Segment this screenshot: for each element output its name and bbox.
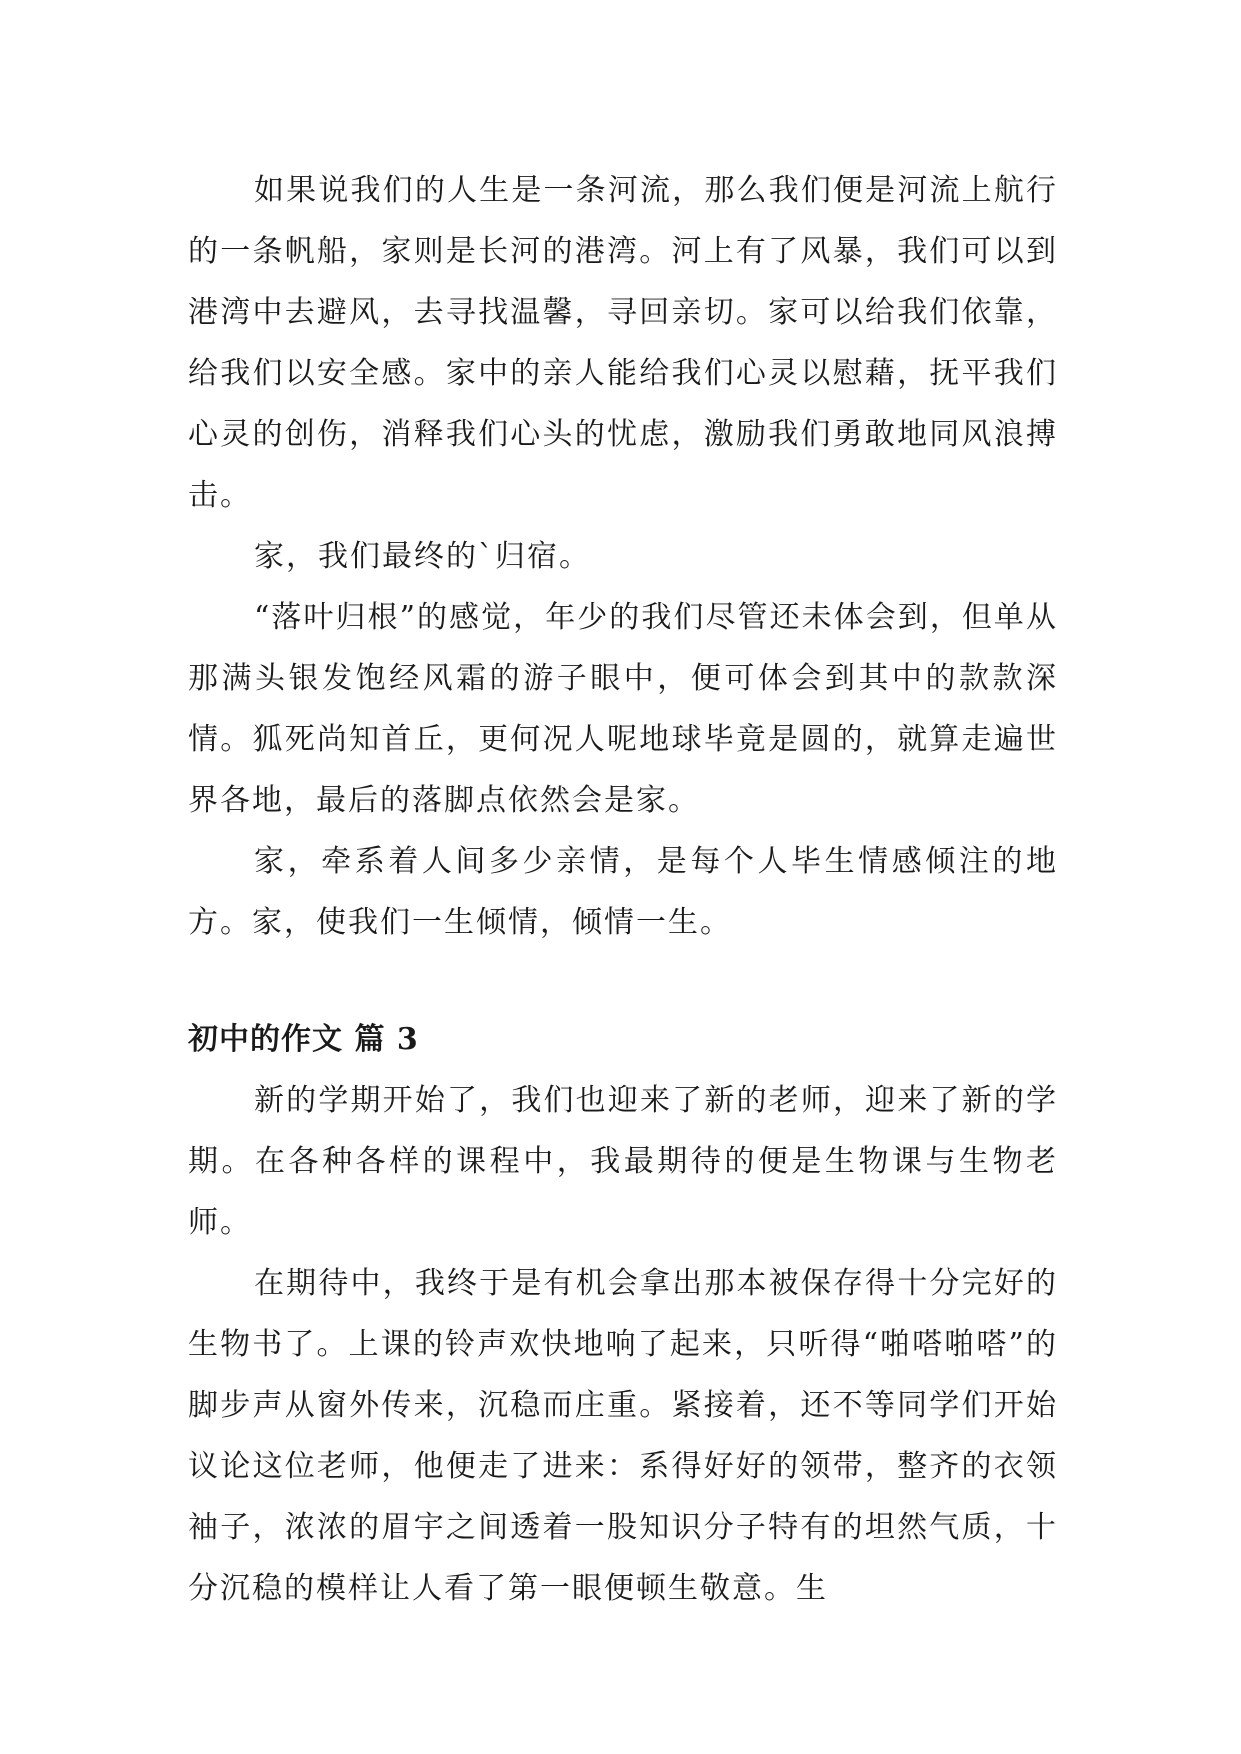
paragraph-new-semester: 新的学期开始了，我们也迎来了新的老师，迎来了新的学期。在各种各样的课程中，我最期待的便是生物课与生物老师。	[188, 1083, 1058, 1240]
paragraph-final-home: 家，我们最终的`归宿。	[254, 539, 591, 574]
document-page	[188, 160, 1058, 1619]
paragraph-river-metaphor: 如果说我们的人生是一条河流，那么我们便是河流上航行的一条帆船，家则是长河的港湾。河上有了风暴，我们可以到港湾中去避风，去寻找温馨，寻回亲切。家可以给我们依靠，给我们以安全感。家中的亲人能给我们心灵以慰藉，抚平我们心灵的创伤，消释我们心头的忧虑，激励我们勇敢地同风浪搏击。	[188, 173, 1058, 513]
paragraph-family-bond: 家，牵系着人间多少亲情，是每个人毕生情感倾注的地方。家，使我们一生倾情，倾情一生。	[188, 844, 1058, 940]
paragraph-biology-teacher: 在期待中，我终于是有机会拿出那本被保存得十分完好的生物书了。上课的铃声欢快地响了起来，只听得“啪嗒啪嗒”的脚步声从窗外传来，沉稳而庄重。紧接着，还不等同学们开始议论这位老师，他便走了进来：系得好好的领带，整齐的衣领袖子，浓浓的眉宇之间透着一股知识分子特有的坦然气质，十分沉稳的模样让人看了第一眼便顿生敬意。生	[188, 1266, 1058, 1606]
section-heading: 初中的作文 篇 3	[188, 1022, 419, 1057]
paragraph-falling-leaves: “落叶归根”的感觉，年少的我们尽管还未体会到，但单从那满头银发饱经风霜的游子眼中，便可体会到其中的款款深情。狐死尚知首丘，更何况人呢地球毕竟是圆的，就算走遍世界各地，最后的落脚点依然会是家。	[188, 600, 1058, 818]
